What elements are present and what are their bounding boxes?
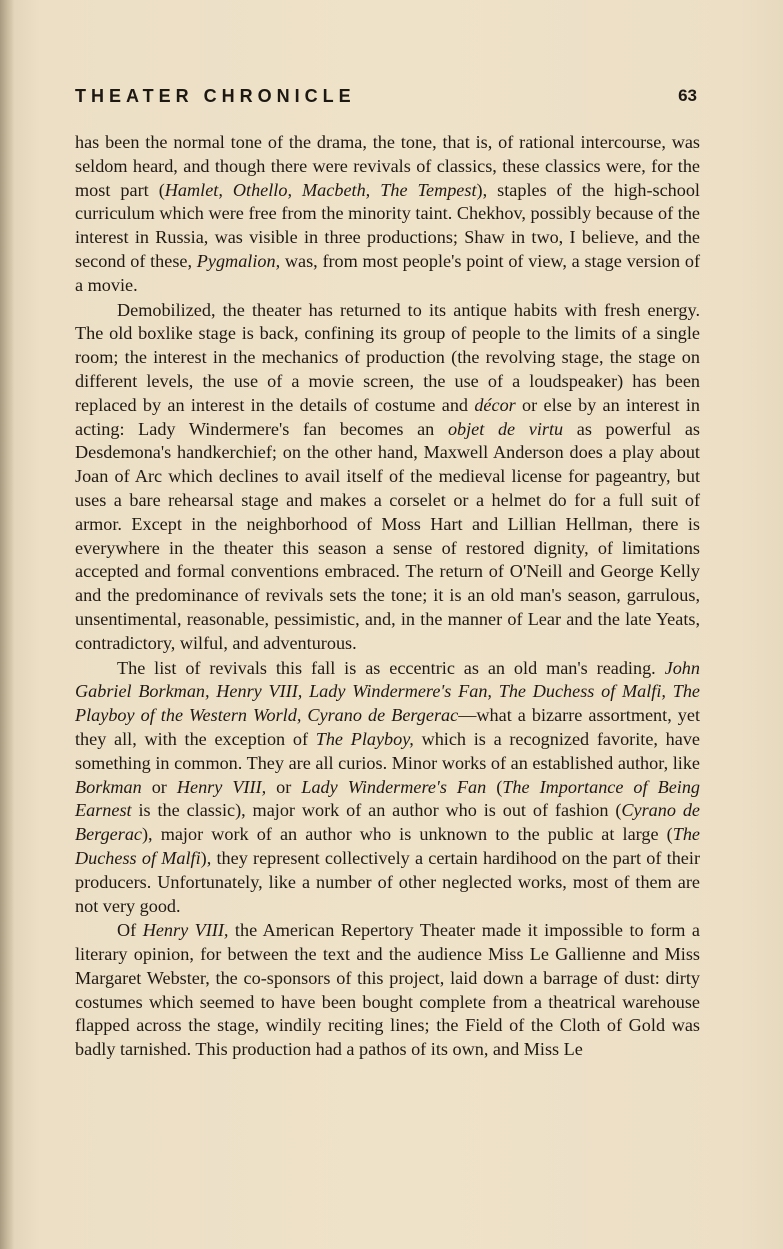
text-run: —what a bizarre assortment, yet they all, with the exception of (75, 705, 701, 749)
italic-text: The Importance of Being Earnest (75, 776, 701, 821)
text-run: Demobilized, the theater has returned to its antique habits with fresh energy. The old boxlike stage is back, confining its group of people to the limits of a single room; the interest in the mechanics of production (the revolving stage, the stage on different levels, the use of a movie screen, the use of a loudspeaker) has been replaced by an interest in the details of costume and (75, 299, 700, 415)
paragraph (75, 299, 700, 656)
italic-text: Lady Windermere's Fan (301, 776, 487, 797)
spine-shadow (0, 0, 14, 1249)
text-run: the American Repertory Theater made it impossible to form a literary opinion, for between the text and the audience Miss Le Gallienne and Miss Margaret Webster, the co-sponsors of this project, laid down a barrage of dust: dirty costumes which seemed to have been bought complete from a theatrical warehouse flapped across the stage, windily reciting lines; the Field of the Cloth of Gold was badly tarnished. This production had a pathos of its own, and Miss Le (75, 920, 700, 1060)
text-run: as powerful as Desdemona's handkerchief; on the other hand, Maxwell Anderson does a play about Joan of Arc which declines to avail itself of the medieval license for pageantry, but uses a bare rehearsal stage and makes a corselet or a helmet do for a full suit of armor. Except in the neighborhood of Moss Hart and Lillian Hellman, there is everywhere in the theater this season a sense of restored dignity, of limitations accepted and formal conventions embraced. The return of O'Neill and George Kelly and the predominance of revivals sets the tone; it is an old man's season, garrulous, unsentimental, reasonable, pessimistic, and, in the manner of Lear and the late Yeats, contradictory, wilful, and adventurous. (75, 418, 700, 653)
italic-text: Henry VIII, (176, 776, 267, 797)
text-run: or else by an interest in acting: Lady Windermere's fan becomes an (75, 394, 700, 439)
italic-text: décor (474, 394, 516, 415)
text-run: ), they represent collectively a certain hardihood on the part of their producers. Unfortunately, like a number of other neglected works, most of them are not very good. (75, 847, 700, 916)
text-run: ), staples of the high-school curriculum which were free from the minority taint. Chekhov, possibly because of the interest in Russia, was visible in three productions; Shaw in two, I believe, and the second of these, (75, 179, 700, 271)
italic-text: Pygmalion, (196, 250, 281, 271)
text-run: Of (117, 920, 143, 941)
italic-text: The Duchess of Malfi (75, 824, 700, 868)
italic-text: Henry VIII, (142, 920, 229, 941)
text-run: which is a recognized favorite, have something in common. They are all curios. Minor works of an established author, like (75, 728, 700, 773)
text-run: or (141, 776, 177, 797)
paragraph (75, 131, 700, 298)
paragraph (75, 657, 700, 919)
running-head (75, 86, 697, 114)
italic-text: Borkman (75, 776, 142, 797)
running-head-title: THEATER CHRONICLE (75, 86, 356, 106)
text-run: ), major work of an author who is unknown to the public at large ( (142, 824, 673, 845)
text-run: has been the normal tone of the drama, the tone, that is, of rational intercourse, was seldom heard, and though there were revivals of classics, these classics were, for the most part ( (75, 132, 700, 200)
paragraph (75, 919, 700, 1062)
italic-text: Cyrano de Bergerac (75, 800, 700, 845)
page-number: 63 (678, 86, 697, 105)
text-run: or (266, 776, 302, 797)
text-run: The list of revivals this fall is as eccentric as an old man's reading. (117, 657, 665, 678)
text-run: is the classic), major work of an author who is out of fashion ( (131, 800, 622, 821)
text-run: ( (486, 776, 503, 797)
italic-text: The Playboy, (315, 728, 414, 749)
body-text (75, 131, 700, 1062)
text-run: was, from most people's point of view, a stage version of a movie. (75, 250, 700, 295)
italic-text: Hamlet, Othello, Macbeth, The Tempest (164, 179, 477, 200)
italic-text: objet de virtu (447, 418, 564, 439)
italic-text: John Gabriel Borkman, Henry VIII, Lady Windermere's Fan, The Duchess of Malfi, The Playboy of the Western World, Cyrano de Bergerac (75, 657, 700, 726)
